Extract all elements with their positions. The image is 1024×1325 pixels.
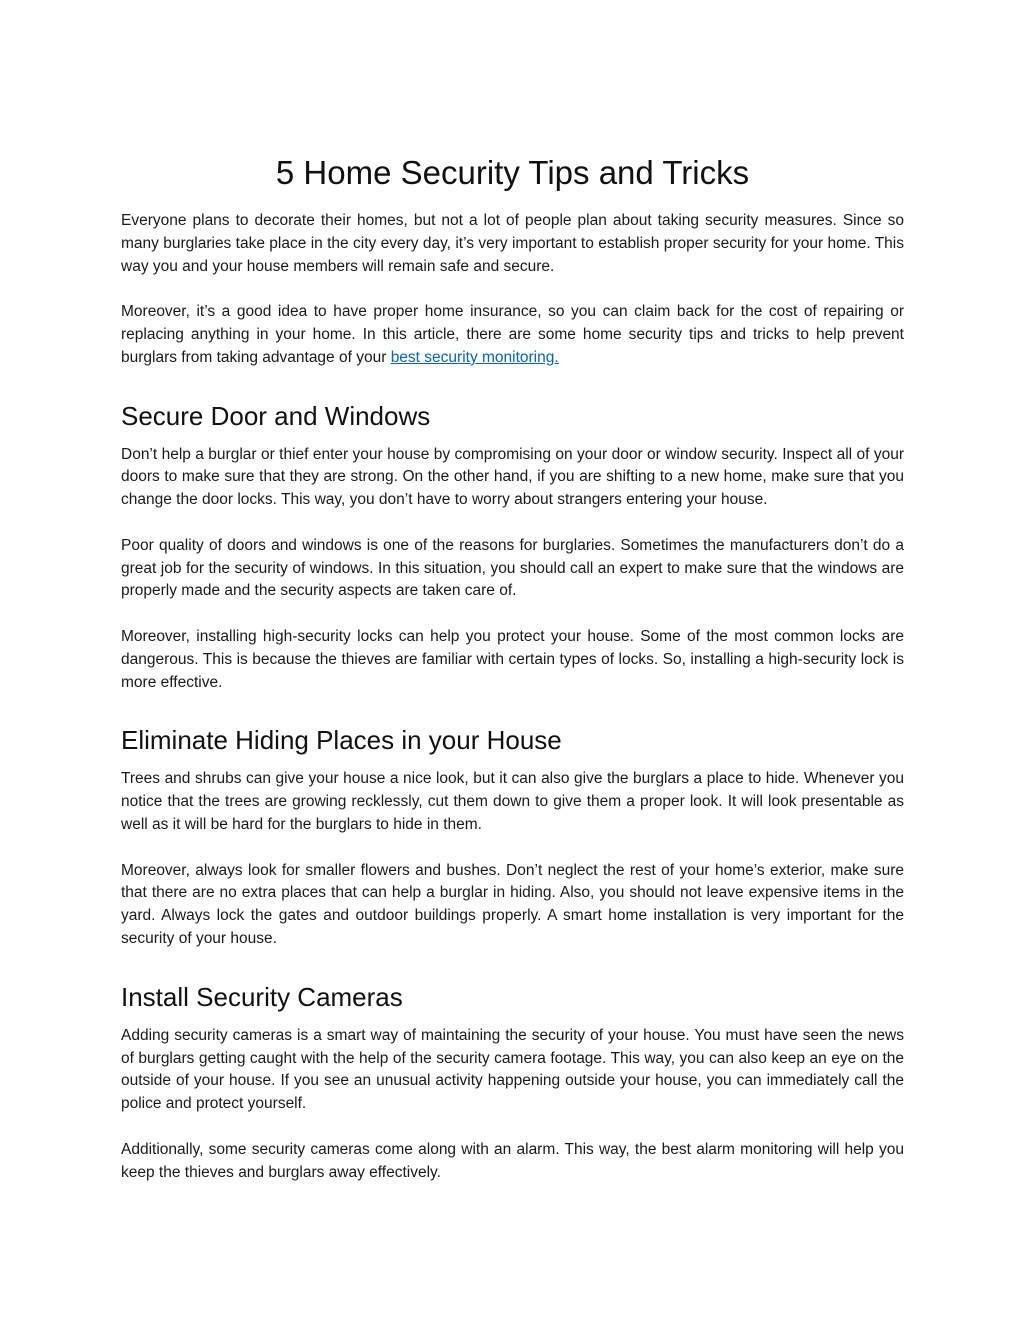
section-paragraph: Additionally, some security cameras come along with an alarm. This way, the best alarm monitoring will help you keep the thieves and burglars away effectively. (121, 1140, 904, 1181)
page-title: 5 Home Security Tips and Tricks (275, 154, 750, 191)
intro-paragraph-1: Everyone plans to decorate their homes, but not a lot of people plan about taking security measures. Since so many burglaries take place in the city every day, it’s very important to establish proper security for your home. This way you and your house members will remain safe and secure. (121, 212, 904, 275)
best-security-monitoring-link[interactable]: best security monitoring. (390, 348, 559, 366)
intro-paragraph-2-text: Moreover, it’s a good idea to have proper home insurance, so you can claim back for the cost of repairing or replacing anything in your home. In this article, there are some home security tips and tricks to help prevent burglars from taking advantage of your (121, 303, 904, 366)
section-paragraph: Don’t help a burglar or thief enter your house by compromising on your door or window security. Inspect all of your doors to make sure that they are strong. On the other hand, if you are shifting to a new home, make sure that you change the door locks. This way, you don’t have to worry about strangers entering your house. (121, 445, 904, 509)
section-eliminate-hiding-places (121, 722, 904, 950)
section-heading: Secure Door and Windows (121, 400, 431, 431)
section-paragraph: Poor quality of doors and windows is one of the reasons for burglaries. Sometimes the manufacturers don’t do a great job for the security of windows. In this situation, you should call an expert to make sure that the windows are properly made and the security aspects are taken care of. (121, 536, 904, 600)
section-heading: Eliminate Hiding Places in your House (121, 725, 562, 756)
section-secure-door-windows (121, 398, 904, 695)
section-heading: Install Security Cameras (121, 981, 403, 1012)
section-paragraph: Moreover, installing high-security locks can help you protect your house. Some of the most common locks are dangerous. This is because the thieves are familiar with certain types of locks. So, installing a high-security lock is more effective. (121, 627, 904, 691)
section-paragraph: Adding security cameras is a smart way of maintaining the security of your house. You must have seen the news of burglars getting caught with the help of the security camera footage. This way, you can also keep an eye on the outside of your house. If you see an unusual activity happening outside your house, you can immediately call the police and protect yourself. (121, 1026, 904, 1113)
section-paragraph: Trees and shrubs can give your house a nice look, but it can also give the burglars a place to hide. Whenever you notice that the trees are growing recklessly, cut them down to give them a proper look. It will look presentable as well as it will be hard for the burglars to hide in them. (121, 770, 904, 833)
section-paragraph: Moreover, always look for smaller flowers and bushes. Don’t neglect the rest of your home’s exterior, make sure that there are no extra places that can help a burglar in hiding. Also, you should not leave expensive items in the yard. Always lock the gates and outdoor buildings properly. A smart home installation is very important for the security of your house. (121, 861, 904, 947)
section-install-security-cameras (121, 979, 904, 1185)
intro-paragraph-2 (121, 301, 904, 369)
document-page (121, 150, 904, 1207)
